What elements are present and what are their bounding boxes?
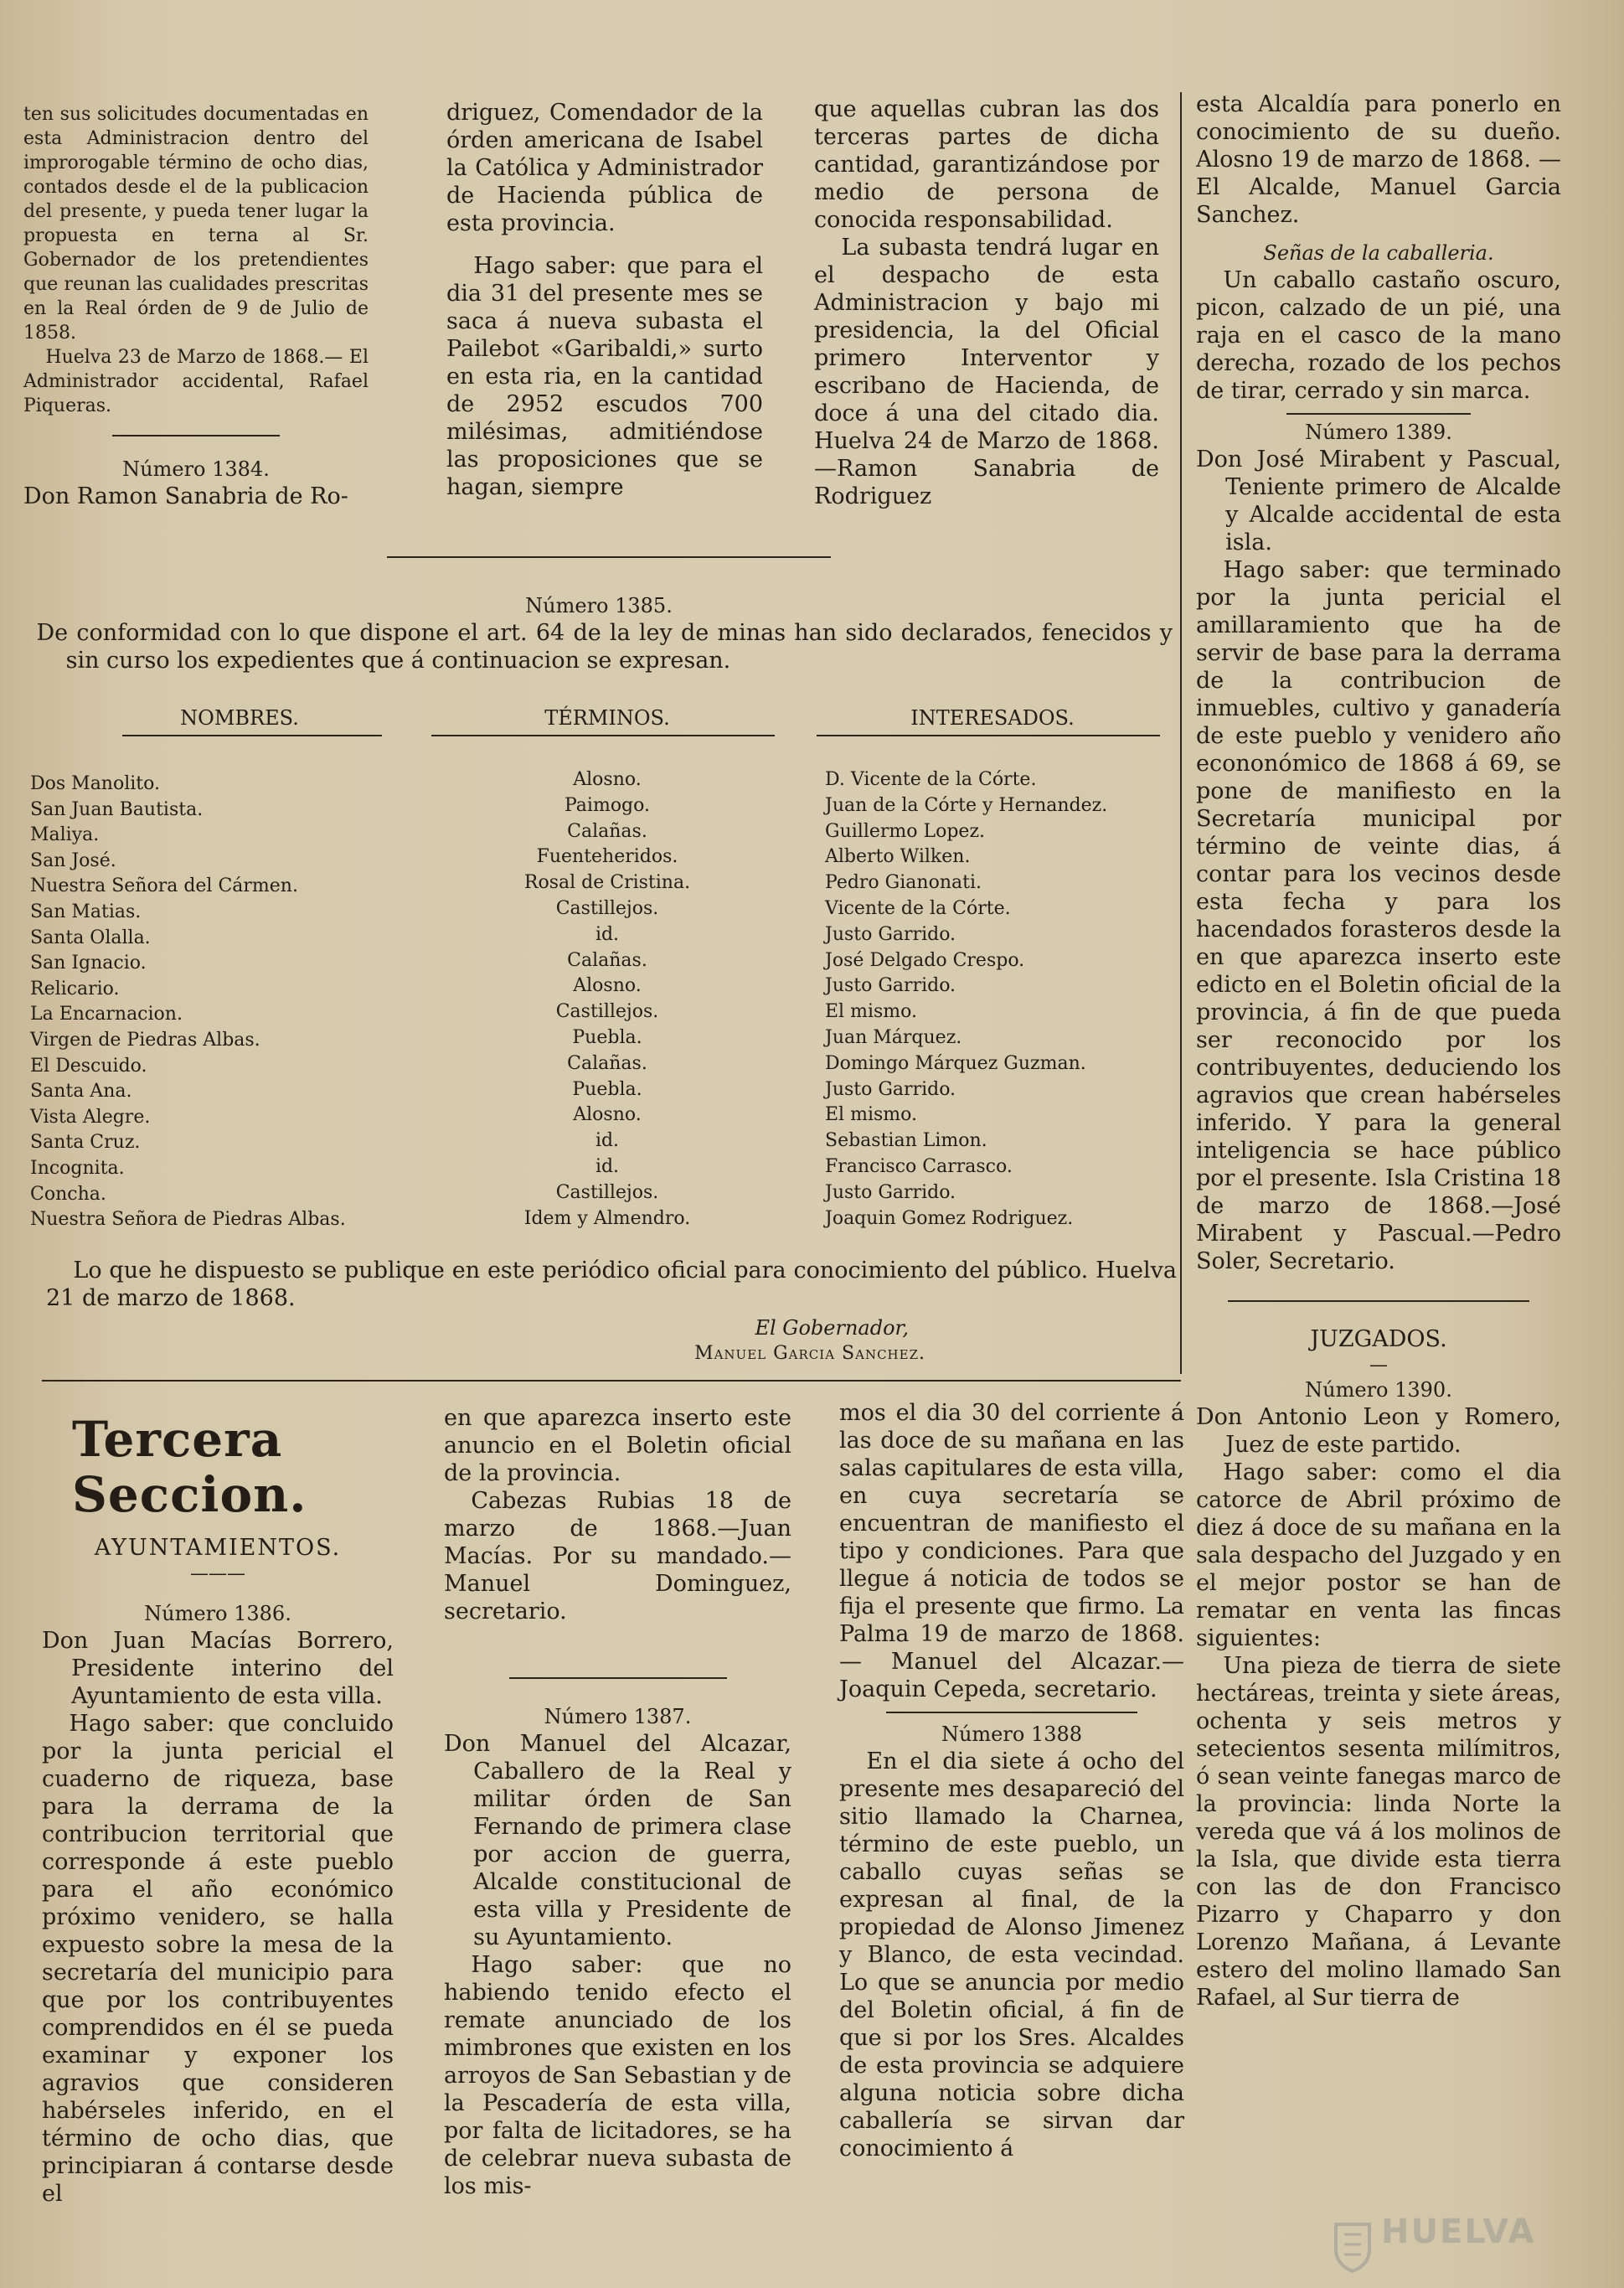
column-rule-right — [1180, 92, 1182, 1374]
col4-paragraph-2: Hago saber: que terminado por la junta pericial el amillaramiento que ha de servir de base para la derrama de la contribucion de inmuebles, cultivo y ganadería de este pueblo y venidero año econonómico de 1868 á 69, se pone de manifiesto en la Secretaría municipal por término de veinte dias, á contar para los vecinos desde esta fecha y para los hacendados forasteros desde la en que aparezca inserto este edicto en el Boletin oficial de la provincia, á fin de que pueda ser reconocido por los contribuyentes, deduciendo los agravios que crean habérseles inferido. Y para la general inteligencia se hace público por el presente. Isla Cristina 18 de marzo de 1868.—José Mirabent y Pascual.—Pedro Soler, Secretario. — [1196, 557, 1561, 1274]
interesado-row: Domingo Márquez Guzman. — [825, 1052, 1086, 1074]
col1-paragraph: ten sus solicitudes documentadas en esta Administracion dentro del improrogable término de ocho dias, contados desde el de la publicacion del presente, y pueda tener lugar la propuesta en terna al Sr. Gobernador de los pretendientes que reunan las cualidades prescritas en la Real órden de 9 de Julio de 1858. — [23, 104, 369, 343]
col1-number: Número 1384. — [122, 457, 270, 481]
header-nombres: NOMBRES. — [180, 706, 299, 730]
nombre-row: San Matias. — [30, 901, 142, 922]
interesado-row: Francisco Carrasco. — [825, 1155, 1013, 1177]
b-col2-short-rule — [509, 1677, 727, 1679]
juzgados-dash: — — [1369, 1355, 1388, 1376]
closing-paragraph: Lo que he dispuesto se publique en este periódico oficial para conocimiento del público. Huelva 21 de marzo de 1868. — [46, 1258, 1177, 1311]
interesado-row: José Delgado Crespo. — [825, 949, 1025, 971]
termino-row: Calañas. — [567, 820, 647, 842]
termino-row: Alosno. — [573, 769, 642, 790]
interesado-row: Justo Garrido. — [825, 1181, 956, 1203]
termino-row: Alosno. — [573, 1104, 642, 1126]
b-col3-paragraph-1: mos el dia 30 del corriente á las doce de su mañana en las salas capitulares de esta villa, en cuya secretaría se encuentran de manifiesto el tipo y condiciones. Para que llegue á noticia de todos se fija el presente que firmo. La Palma 19 de marzo de 1868.— Manuel del Alcazar.—Joaquin Cepeda, secretario. — [839, 1400, 1184, 1702]
nombre-row: El Descuido. — [30, 1055, 147, 1077]
interesado-row: Vicente de la Córte. — [825, 897, 1011, 919]
termino-row: Calañas. — [567, 1052, 647, 1074]
interesado-row: Justo Garrido. — [825, 923, 956, 945]
header-rule-interesados — [817, 735, 1160, 736]
b-col1-name: Don Juan Macías Borrero, Presidente interino del Ayuntamiento de esta villa. — [42, 1628, 394, 1709]
termino-row: id. — [595, 1155, 620, 1177]
nombre-row: Virgen de Piedras Albas. — [30, 1029, 260, 1051]
nombre-row: Maliya. — [30, 824, 100, 846]
table-header-block — [25, 593, 1173, 674]
termino-row: Idem y Almendro. — [523, 1207, 691, 1229]
watermark-logo: HUELVA — [1381, 2213, 1536, 2251]
termino-row: Alosno. — [573, 975, 642, 997]
col2-paragraph-1: driguez, Comendador de la órden americana de Isabel la Católica y Administrador de Hacienda pública de esta provincia. — [446, 100, 763, 236]
col4-paragraph-3: Hago saber: como el dia catorce de Abril próximo de diez á doce de su mañana en la sala despacho del Juzgado y en el mejor postor se han de rematar en venta las fincas siguientes: — [1196, 1459, 1561, 1651]
shield-watermark-icon — [1333, 2221, 1373, 2273]
col4-senas-title: Señas de la caballeria. — [1263, 241, 1494, 265]
interesados-list — [825, 767, 1177, 1232]
table-col-nombres — [30, 705, 399, 736]
nombre-row: San José. — [30, 850, 116, 871]
interesado-row: Joaquin Gomez Rodriguez. — [825, 1207, 1074, 1229]
top-col-2 — [446, 99, 763, 501]
nombre-row: Santa Ana. — [30, 1081, 132, 1103]
table-number: Número 1385. — [525, 594, 673, 617]
col4-number-2: Número 1390. — [1305, 1378, 1452, 1402]
nombre-row: Incognita. — [30, 1157, 125, 1179]
sign-name: Manuel Garcia Sanchez. — [694, 1343, 925, 1364]
termino-row: Puebla. — [572, 1078, 642, 1100]
termino-row: Puebla. — [572, 1026, 642, 1048]
termino-row: Calañas. — [567, 949, 647, 971]
nombre-row: Concha. — [30, 1183, 106, 1205]
tercera-seccion-title: Tercera Seccion. — [72, 1411, 307, 1523]
top-col-4 — [1196, 90, 1561, 2012]
juzgados-title: JUZGADOS. — [1310, 1326, 1447, 1352]
b-col3-paragraph-2: En el dia siete á ocho del presente mes desapareció del sitio llamado la Charnea, término de este pueblo, un caballo cuyas señas se expresan al final, de la propiedad de Alonso Jimenez y Blanco, de esta vecindad. Lo que se anuncia por medio del Boletin oficial, á fin de que si por los Sres. Alcaldes de esta provincia se adquiere alguna noticia sobre dicha caballería se sirvan dar conocimiento á — [839, 1748, 1184, 2161]
col4-paragraph-4: Una pieza de tierra de siete hectáreas, treinta y siete áreas, ochenta y seis metros y setecientos sesenta milímitros, ó sean veinte fanegas marco de la provincia: linda Norte la vereda que vá á los molinos de la Isla, que divide esta tierra con las de don Francisco Pizarro y Chaparro y don Lorenzo Mañana, á Levante estero del molino llamado San Rafael, al Sur tierra de — [1196, 1653, 1561, 2011]
b-col1-paragraph: Hago saber: que concluido por la junta pericial el cuaderno de riqueza, base para la derrama de la contribucion territorial que corresponde á este pueblo para el año económico próximo venidero, se halla expuesto sobre la mesa de la secretaría del municipio para que por los contribuyentes comprendidos en él se pueda examinar y exponer los agravios que consideren habérseles inferido, en el término de ocho dias, que principiaran á contarse desde el — [42, 1711, 394, 2207]
header-rule-nombres — [122, 735, 382, 736]
termino-row: Castillejos. — [555, 1001, 659, 1023]
interesado-row: Juan Márquez. — [825, 1026, 962, 1048]
top-col-1 — [23, 102, 369, 510]
table-intro: De conformidad con lo que dispone el art. 64 de la ley de minas han sido declarados, fenecidos y sin curso los expedientes que á continuacion se expresan. — [36, 620, 1173, 674]
nombre-row: Santa Cruz. — [30, 1132, 141, 1154]
col4-senas: Un caballo castaño oscuro, picon, calzado de un pié, una raja en el casco de la mano derecha, rozado de los pechos de tirar, cerrado y sin marca. — [1196, 267, 1561, 404]
b-col2-name: Don Manuel del Alcazar, Caballero de la Real y militar órden de San Fernando de primera clase por accion de guerra, Alcalde constitucional de esta villa y Presidente de su Ayuntamiento. — [444, 1731, 791, 1950]
interesado-row: Alberto Wilken. — [825, 846, 971, 868]
interesado-row: El mismo. — [825, 1001, 917, 1023]
termino-row: Castillejos. — [555, 1181, 659, 1203]
col1-name: Don Ramon Sanabria de Ro- — [23, 483, 348, 509]
header-rule-terminos — [431, 735, 775, 736]
termino-row: id. — [595, 1130, 620, 1152]
interesado-row: Sebastian Limon. — [825, 1130, 987, 1152]
nombre-row: La Encarnacion. — [30, 1004, 183, 1025]
nombres-list — [30, 772, 399, 1233]
table-closing — [46, 1257, 1177, 1366]
nombre-row: Dos Manolito. — [30, 773, 160, 794]
interesado-row: El mismo. — [825, 1104, 917, 1126]
termino-row: Paimogo. — [564, 794, 650, 816]
col4-name-2: Don Antonio Leon y Romero, Juez de este partido. — [1196, 1404, 1561, 1458]
col4-short-rule — [1286, 413, 1471, 415]
b-col3-number: Número 1388 — [941, 1722, 1083, 1746]
nombre-row: San Ignacio. — [30, 953, 147, 974]
nombre-row: Santa Olalla. — [30, 927, 151, 948]
b-col2-paragraph-3: Hago saber: que no habiendo tenido efecto el remate anunciado de los mimbrones que existen en los arroyos de San Sebastian y de la Pescadería de esta villa, por falta de licitadores, se ha de celebrar nueva subasta de los mis- — [444, 1952, 791, 2199]
termino-row: Castillejos. — [555, 897, 659, 919]
ayuntamientos-dash: ——— — [190, 1563, 245, 1584]
b-col2-paragraph-1: en que aparezca inserto este anuncio en el Boletin oficial de la provincia. — [444, 1405, 791, 1486]
b-col3-short-rule — [886, 1712, 1137, 1713]
col4-number: Número 1389. — [1305, 421, 1452, 444]
col3-paragraph-1: que aquellas cubran las dos terceras partes de dicha cantidad, garantizándose por medio de persona de conocida responsabilidad. — [814, 96, 1159, 233]
top-col-3 — [814, 96, 1159, 510]
header-interesados: INTERESADOS. — [910, 706, 1075, 730]
interesado-row: Juan de la Córte y Hernandez. — [825, 794, 1108, 816]
sign-title: El Gobernador, — [755, 1316, 909, 1340]
nombre-row: Nuestra Señora del Cármen. — [30, 875, 298, 897]
b-col1-number: Número 1386. — [144, 1602, 291, 1625]
b-col2-paragraph-2: Cabezas Rubias 18 de marzo de 1868.—Juan Macías. Por su mandado.—Manuel Dominguez, secretario. — [444, 1488, 791, 1624]
table-top-rule — [387, 556, 831, 558]
col1-date: Huelva 23 de Marzo de 1868.— El Administrador accidental, Rafael Piqueras. — [23, 347, 369, 416]
col3-paragraph-2: La subasta tendrá lugar en el despacho de esta Administracion y bajo mi presidencia, la del Oficial primero Interventor y escribano de Hacienda, de doce á una del citado dia. Huelva 24 de Marzo de 1868.—Ramon Sanabria de Rodriguez — [814, 235, 1159, 509]
col4-name: Don José Mirabent y Pascual, Teniente primero de Alcalde y Alcalde accidental de esta isla. — [1196, 447, 1561, 555]
nombre-row: San Juan Bautista. — [30, 798, 204, 820]
termino-row: Rosal de Cristina. — [523, 872, 691, 894]
interesado-row: D. Vicente de la Córte. — [825, 769, 1037, 790]
bottom-col-2 — [444, 1404, 791, 2200]
col4-paragraph-1: esta Alcaldía para ponerlo en conocimiento de su dueño. Alosno 19 de marzo de 1868. —El Alcalde, Manuel Garcia Sanchez. — [1196, 91, 1561, 228]
nombre-row: Relicario. — [30, 978, 120, 999]
termino-row: Fuenteheridos. — [536, 846, 678, 868]
nombre-row: Vista Alegre. — [30, 1106, 151, 1128]
table-col-interesados — [817, 705, 1168, 736]
ayuntamientos-heading: AYUNTAMIENTOS. — [94, 1535, 342, 1561]
section-divider-rule — [42, 1380, 1181, 1382]
interesado-row: Justo Garrido. — [825, 1078, 956, 1100]
table-col-terminos — [431, 705, 783, 736]
header-terminos: TÉRMINOS. — [544, 706, 670, 730]
termino-row: id. — [595, 923, 620, 945]
interesado-row: Pedro Gianonati. — [825, 872, 982, 894]
terminos-list — [452, 767, 762, 1232]
interesado-row: Justo Garrido. — [825, 975, 956, 997]
col2-paragraph-2: Hago saber: que para el dia 31 del presente mes se saca á nueva subasta el Pailebot «Garibaldi,» surto en esta ria, en la cantidad de 2952 escudos 700 milésimas, admitiéndose las proposiciones que se hagan, siempre — [446, 253, 763, 500]
bottom-col-1 — [42, 1412, 394, 2208]
col1-short-rule — [112, 435, 280, 436]
b-col2-number: Número 1387. — [544, 1705, 692, 1728]
nombre-row: Nuestra Señora de Piedras Albas. — [30, 1209, 346, 1231]
bottom-col-3 — [839, 1399, 1184, 2162]
col4-section-rule — [1228, 1300, 1529, 1302]
interesado-row: Guillermo Lopez. — [825, 820, 986, 842]
